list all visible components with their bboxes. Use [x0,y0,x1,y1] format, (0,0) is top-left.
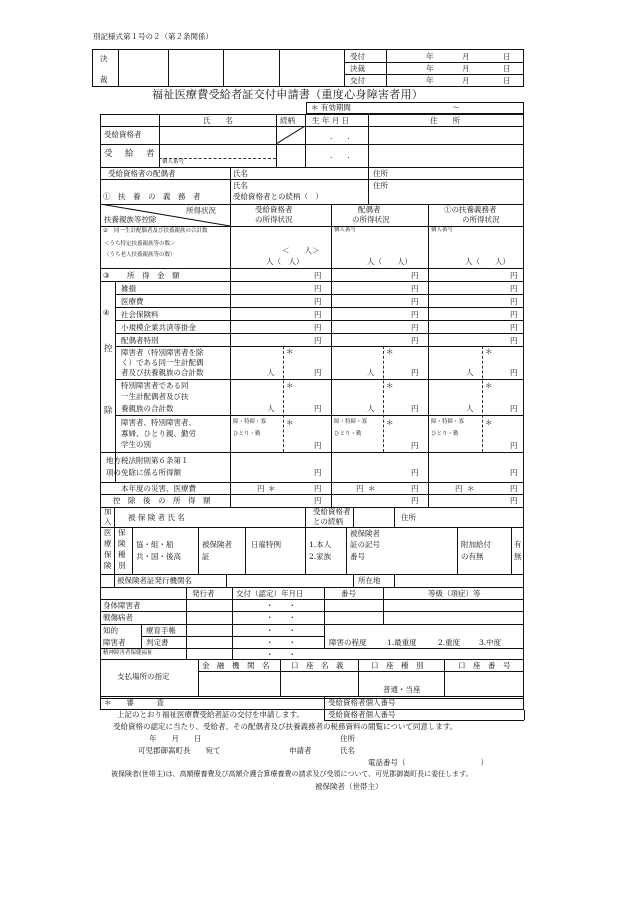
review-personal-number-2: 受給資格者個人番号 [328,710,396,719]
disaster-medical-label: 本年度の災害、医療費 [121,484,196,493]
row2-spouse-count: 人（ 人） [367,257,412,266]
declaration-phone: 電話番号（ ） [368,758,488,767]
spouse-personal-number: 個人番号 [334,227,357,233]
insurance-type-options-1: 協・組・船 [136,540,174,549]
extra-benefit-label: 附加給付 [461,540,491,549]
insurance-kanji: 医 [104,528,112,537]
insurance-type-kanji: 険 [118,539,126,548]
star-mark: ＊ [485,381,493,390]
bank-name-head: 金 融 機 関 名 [202,661,270,670]
deduction-num: ④ [103,308,110,317]
unit-yen: 円 [257,484,265,493]
unit-yen: 円 [314,484,322,493]
insured-relation-label: 受給資格者 [313,507,351,516]
form-code: 別記様式第１号の２（第２条関係） [93,32,213,41]
kessai-label-2: 裁 [100,75,108,84]
local-tax-l1: 地方税法附則第６条第１ [106,456,189,465]
dependency-address-label: 住所 [373,181,388,190]
recipient-birth-dots: . . [330,132,350,141]
spouse-name-label: 氏名 [233,169,248,178]
declaration-mayor: 可児郡御嵩町長 宛て [138,746,221,755]
local-tax-l2: 項の免除に係る所得額 [106,468,181,477]
unit-yen: 円 [510,271,518,280]
star-mark: ＊ [386,381,394,390]
unit-yen: 円 [411,271,419,280]
star-mark: ＊ [467,484,475,493]
insured-name-label: 被 保 険 者 氏 名 [128,513,185,522]
declaration-line-2: 受給資格の認定に当たり、受給者、その配偶者及び扶養義務者の税務資料の閲覧について同意します。 [113,722,458,731]
unit-yen: 円 [411,284,419,293]
row2-elderly: （うち老人扶養親族等の数） [104,252,176,258]
category-options: ひとり・勤 [334,431,362,437]
insurance-type-kanji: 別 [118,561,126,570]
row2-specific: ＜うち特定扶養親族等の数＞ [104,241,176,247]
unit-yen: 円 [510,297,518,306]
row2-num: ② [103,228,108,234]
stamp-day: 日 [503,52,511,61]
declaration-line-1: 上記のとおり福祉医療費受給者証の交付を申請します。 [117,710,304,719]
extra-yes: 有 [514,540,522,549]
account-number-head: 口 座 番 号 [458,661,511,670]
insured-kanji-1: 加 [104,507,112,516]
disability-degree-label: 障害の程度 [329,638,367,647]
cert-date-dots: ・ ・ [266,613,296,622]
kessai-label-1: 決 [100,54,108,63]
beneficiary-label: 受 給 者 [104,149,157,159]
dependency-label: ① 扶 養 の 義 務 者 [103,192,201,201]
unit-yen: 円 [314,310,322,319]
handicap-row3-l1: 障害者、特別障害者、 [121,418,196,427]
deduction-medical: 医療費 [121,297,144,306]
col-dependency-head: ①の扶養義務者 [444,205,497,214]
unit-yen: 円 [314,496,322,505]
relation-strike [276,126,305,144]
cert-number-head: 番号 [341,589,356,598]
deduction-jo: 除 [104,406,113,416]
col-spouse-sub: の所得状況 [352,215,390,224]
star-mark: ＊ [268,484,276,493]
category-options: ひとり・勤 [233,431,261,437]
insurance-id-label-3: 番号 [350,552,365,561]
unit-person: 人 [267,404,275,413]
unit-yen: 円 [411,323,419,332]
stamp-month: 月 [462,64,470,73]
insurance-id-label-2: 証の記号 [350,540,380,549]
handicap-row3-l2: 寡婦、ひとり親、勤労 [121,429,196,438]
dependent-deduction-label: 扶養親族等控除 [104,215,157,224]
cert-date-dots: ・ ・ [266,601,296,610]
cert-date-head: 交付（認定）年月日 [236,589,304,598]
unit-yen: 円 [314,284,322,293]
validity-separator: ～ [452,103,460,112]
cert-rehab-notebook: 療育手帳 [146,626,176,635]
review-label: ＊ 審 査 [104,698,164,707]
header-address: 住 所 [430,116,460,125]
row2-dependency-count: 人（ 人） [465,257,510,266]
star-mark: ＊ [286,381,294,390]
beneficiary-birth-dots: . . [330,151,350,160]
star-mark: ＊ [368,484,376,493]
stamp-year: 年 [426,52,434,61]
stamp-year: 年 [426,76,434,85]
account-type-head: 口 座 種 別 [371,661,424,670]
post-deduction-label: 控 除 後 の 所 得 額 [113,496,211,505]
page-title: 福祉医療費受給者証交付申請書（重度心身障害者用） [152,88,424,101]
family-option: 2.家族 [309,552,332,561]
stamp-day: 日 [503,76,511,85]
cert-date-dots: ・ ・ [266,638,296,647]
col-spouse-head: 配偶者 [358,205,381,214]
cert-intellectual-sub: 障害者 [103,638,126,647]
col-dependency-sub: の所得状況 [462,215,500,224]
deduction-ko: 控 [104,344,113,354]
income-amount-label: 所 得 金 額 [127,271,180,280]
declaration-applicant: 申請者 [289,746,312,755]
unit-yen: 円 [510,310,518,319]
unit-person: 人 [367,368,375,377]
cert-issuer-head: 発行者 [192,589,215,598]
unit-person: 人 [367,404,375,413]
unit-yen: 円 [411,441,419,450]
insurance-id-label-1: 被保険者 [350,529,380,538]
declaration-householder: 被保険者（世帯主） [315,782,383,791]
insurance-card-label-2: 証 [202,552,210,561]
unit-yen: 円 [411,310,419,319]
declaration-date: 年 月 日 [149,734,202,743]
unit-yen: 円 [411,468,419,477]
extra-benefit-sub: の有無 [461,552,484,561]
deduction-social-insurance: 社会保険料 [121,310,159,319]
stamp-issue-label: 交付 [350,76,365,85]
unit-yen: 円 [510,404,518,413]
row2-recipient-count: 人（ 人） [266,257,304,266]
insurance-kanji: 険 [104,561,112,570]
unit-yen: 円 [356,484,364,493]
spouse-address-label: 住所 [373,169,388,178]
handicap-row1-l1: 障害者（特別障害者を除 [121,348,204,357]
header-name: 氏 名 [203,116,233,125]
unit-person: 人 [466,368,474,377]
review-personal-number: 受給資格者個人番号 [328,698,396,707]
degree-most-severe: 1.最重度 [387,638,417,647]
category-options: ひとり・勤 [431,431,459,437]
star-mark: ＊ [286,347,294,356]
star-mark: ＊ [485,347,493,356]
unit-yen: 円 [314,468,322,477]
category-options: 障・特障・寡 [334,419,368,425]
row3-num: ③ [103,271,110,280]
stamp-month: 月 [462,52,470,61]
unit-yen: 円 [314,404,322,413]
unit-yen: 円 [411,484,419,493]
unit-yen: 円 [314,271,322,280]
unit-yen: 円 [411,336,419,345]
issuer-label: 被保険者証発行機関名 [117,576,192,585]
insurance-card-label: 被保険者 [202,540,232,549]
unit-yen: 円 [510,496,518,505]
approval-box [92,49,524,87]
insured-address-label: 住所 [401,513,416,522]
unit-yen: 円 [411,368,419,377]
deduction-spouse-special: 配偶者特別 [121,336,159,345]
unit-yen: 円 [510,468,518,477]
handicap-row2-l1: 特別障害者である同 [121,381,189,390]
unit-yen: 円 [314,441,322,450]
issuer-location: 所在地 [358,576,381,585]
insurance-kanji: 保 [104,550,112,559]
payment-location-label: 支払場所の指定 [117,672,170,681]
stamp-receipt-label: 受付 [350,52,365,61]
dependency-name-label: 氏名 [233,181,248,190]
unit-yen: 円 [411,297,419,306]
dependency-personal-number: 個人番号 [431,227,454,233]
personal-number-label: 個人番号 [162,159,185,165]
unit-yen: 円 [314,368,322,377]
unit-yen: 円 [510,441,518,450]
unit-yen: 円 [455,484,463,493]
handicap-row1-l2: く）である同一生計配偶 [121,358,204,367]
handicap-row3-l3: 学生の別 [121,440,151,449]
cert-date-dots: ・ ・ [266,626,296,635]
cert-physical: 身体障害者 [103,601,141,610]
day-laborer-special: 日雇特例 [251,540,281,549]
validity-label: ＊ 有効期間 [311,103,351,112]
insurance-type-kanji: 種 [118,550,126,559]
col-recipient-sub: の所得状況 [255,215,293,224]
declaration-line-3: 被保険者(世帯主)は、高額療養費及び高額介護合算療養費の請求及び受領について、可児郡御嵩町長に委任します。 [111,770,473,778]
row2-title: 同一生計配偶者及び扶養親族の合計数 [114,228,208,234]
header-birth: 生 年 月 日 [312,116,350,125]
unit-yen: 円 [510,284,518,293]
recipient-label: 受給資格者 [104,130,142,139]
unit-person: 人 [466,404,474,413]
extra-no: 無 [514,552,522,561]
insured-relation-sub: との続柄 [313,517,343,526]
cert-mental: 精神障害者保健福祉 [103,650,153,656]
category-options: 障・特障・寡 [233,419,267,425]
degree-moderate: 3.中度 [479,638,502,647]
cert-intellectual: 知的 [103,626,118,635]
unit-yen: 円 [510,368,518,377]
unit-yen: 円 [510,336,518,345]
insurance-type-options-2: 共・国・後高 [136,552,181,561]
star-mark: ＊ [386,418,394,427]
deduction-small-business: 小規模企業共済等掛金 [121,323,196,332]
cert-date-dots: ・ ・ [266,650,296,659]
spouse-label: 受給資格者の配偶者 [108,169,176,178]
unit-yen: 円 [314,323,322,332]
unit-yen: 円 [510,323,518,332]
stamp-year: 年 [426,64,434,73]
col-recipient-head: 受給資格者 [255,205,293,214]
insured-kanji-2: 入 [104,517,112,526]
handicap-row2-l2: 一生計配偶者及び扶 [121,392,189,401]
stamp-decision-label: 決裁 [350,64,365,73]
stamp-month: 月 [462,76,470,85]
category-options: 障・特障・寡 [431,419,465,425]
unit-yen: 円 [314,297,322,306]
handicap-row2-l3: 養親族の合計数 [121,404,174,413]
star-mark: ＊ [286,418,294,427]
deduction-casualty: 雑損 [121,284,136,293]
dependency-relation: 受給資格者との続柄（ ） [233,192,323,201]
declaration-name: 氏名 [340,746,355,755]
star-mark: ＊ [485,418,493,427]
account-holder-head: 口 座 名 義 [291,661,344,670]
stamp-day: 日 [503,64,511,73]
account-type-options: 普通・当座 [383,685,421,694]
income-status-label: 所得状況 [186,206,216,215]
declaration-address: 住所 [340,734,355,743]
star-mark: ＊ [386,347,394,356]
unit-yen: 円 [411,404,419,413]
unit-person: 人 [267,368,275,377]
degree-severe: 2.重度 [438,638,461,647]
header-relation: 続柄 [280,116,295,125]
unit-yen: 円 [314,336,322,345]
unit-yen: 円 [411,496,419,505]
handicap-row1-l3: 者及び扶養親族の合計数 [121,368,204,377]
insurance-type-kanji: 保 [118,528,126,537]
cert-war-injury: 戦傷病者 [103,613,133,622]
row2-recipient-specific: ＜ 人＞ [282,246,320,255]
cert-judgment: 判定書 [146,638,169,647]
insurance-kanji: 療 [104,539,112,548]
cert-grade-head: 等級（項症）等 [428,589,481,598]
unit-yen: 円 [510,484,518,493]
self-option: 1.本人 [309,540,332,549]
